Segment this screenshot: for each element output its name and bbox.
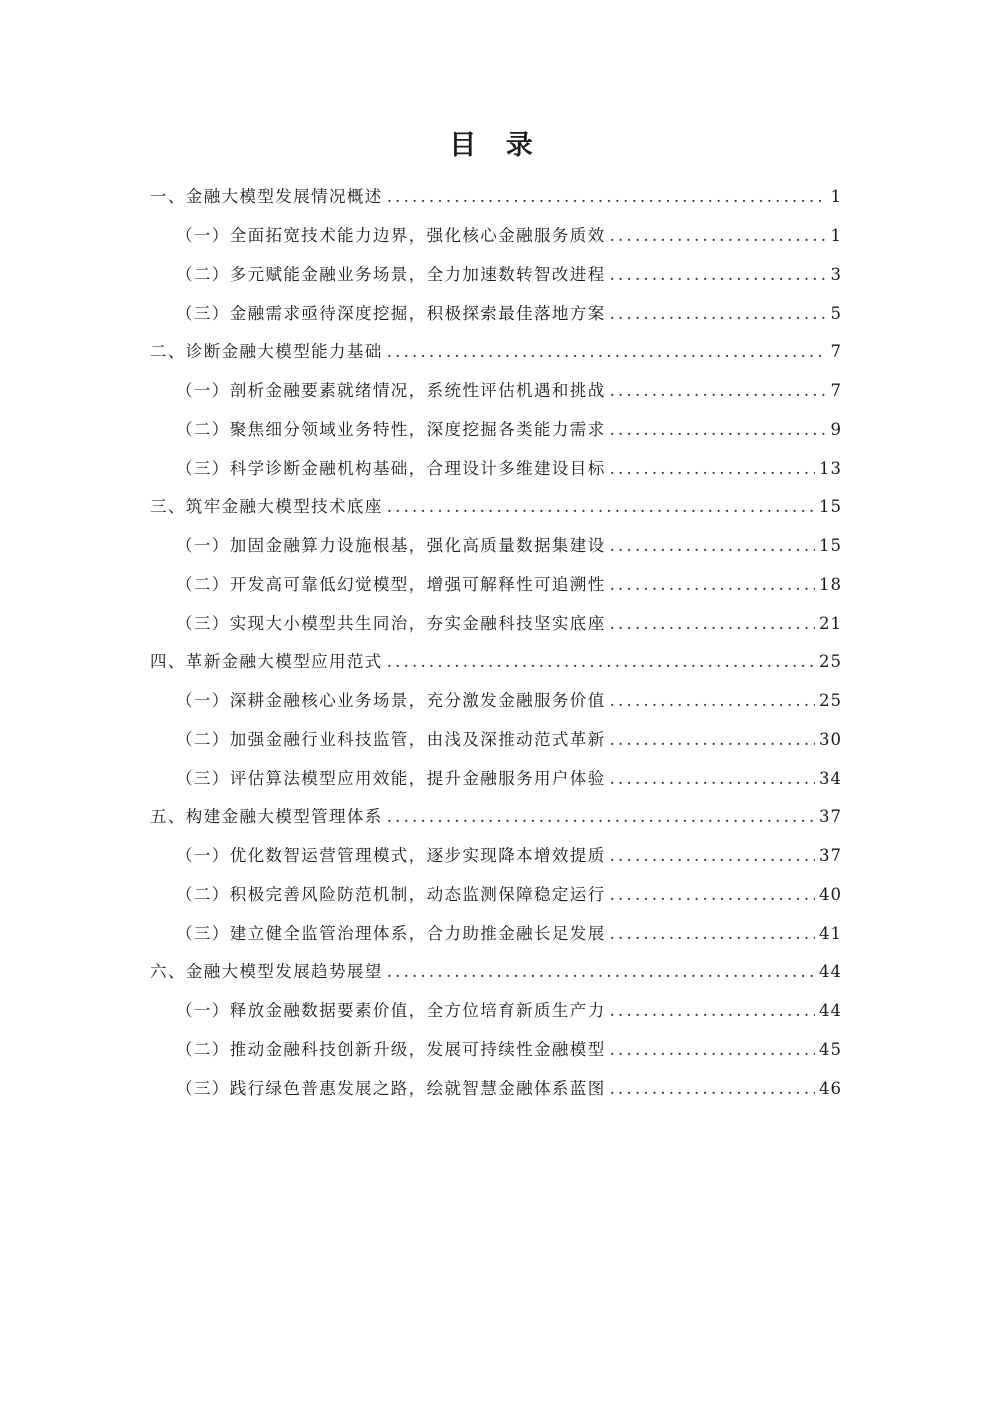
toc-entry-label: （二）多元赋能金融业务场景，全力加速数转智改进程 [176,265,606,284]
toc-page-number: 18 [819,575,842,594]
toc-entry-label: （二）加强金融行业科技监管，由浅及深推动范式革新 [176,730,606,749]
toc-chapter-entry[interactable] [150,641,842,674]
dot-leader [610,534,815,558]
toc-entry-label: 一、金融大模型发展情况概述 [150,187,383,206]
toc-chapter-entry[interactable] [150,796,842,829]
toc-page-number: 34 [819,769,842,788]
toc-subsection-entry[interactable] [150,558,842,597]
toc-entry-label: （三）评估算法模型应用效能，提升金融服务用户体验 [176,769,606,788]
toc-entry-label: （一）剖析金融要素就绪情况，系统性评估机遇和挑战 [176,381,606,400]
toc-subsection-entry[interactable] [150,597,842,636]
dot-leader [610,457,815,481]
toc-page-number: 25 [819,691,842,710]
toc-entry-label: （三）践行绿色普惠发展之路，绘就智慧金融体系蓝图 [176,1079,606,1098]
dot-leader [610,883,815,907]
toc-subsection-entry[interactable] [150,364,842,403]
toc-page-number: 7 [830,381,842,400]
toc-page-number: 44 [819,962,842,981]
toc-entry-label: 四、革新金融大模型应用范式 [150,652,383,671]
toc-page-number: 7 [830,342,842,361]
toc-section [150,796,842,946]
toc-page-number: 1 [830,226,842,245]
toc-entry-label: （三）金融需求亟待深度挖掘，积极探索最佳落地方案 [176,304,606,323]
toc-subsection-entry[interactable] [150,403,842,442]
toc-section [150,951,842,1101]
toc-page-number: 46 [819,1079,842,1098]
toc-entry-label: （三）实现大小模型共生同治，夯实金融科技坚实底座 [176,614,606,633]
toc-page-number: 40 [819,885,842,904]
toc-page-number: 37 [819,807,842,826]
dot-leader [610,302,827,326]
toc-page-number: 25 [819,652,842,671]
toc-subsection-entry[interactable] [150,752,842,791]
table-of-contents [150,176,842,1106]
toc-page-number: 3 [830,265,842,284]
dot-leader [387,185,827,209]
toc-page-number: 1 [830,187,842,206]
toc-page-number: 15 [819,497,842,516]
toc-entry-label: 五、构建金融大模型管理体系 [150,807,383,826]
toc-entry-label: （二）聚焦细分领域业务特性，深度挖掘各类能力需求 [176,420,606,439]
toc-entry-label: （一）释放金融数据要素价值，全方位培育新质生产力 [176,1001,606,1020]
toc-page-number: 9 [830,420,842,439]
toc-page-number: 21 [819,614,842,633]
toc-subsection-entry[interactable] [150,1023,842,1062]
toc-entry-label: （一）加固金融算力设施根基，强化高质量数据集建设 [176,536,606,555]
toc-entry-label: 六、金融大模型发展趋势展望 [150,962,383,981]
dot-leader [387,650,815,674]
toc-subsection-entry[interactable] [150,713,842,752]
toc-page-number: 30 [819,730,842,749]
toc-subsection-entry[interactable] [150,984,842,1023]
toc-subsection-entry[interactable] [150,442,842,481]
dot-leader [387,340,827,364]
toc-section [150,331,842,481]
toc-page-number: 15 [819,536,842,555]
toc-entry-label: （三）科学诊断金融机构基础，合理设计多维建设目标 [176,459,606,478]
dot-leader [610,263,827,287]
toc-entry-label: 二、诊断金融大模型能力基础 [150,342,383,361]
toc-entry-label: （三）建立健全监管治理体系，合力助推金融长足发展 [176,924,606,943]
dot-leader [610,612,815,636]
dot-leader [610,1077,815,1101]
toc-page-number: 41 [819,924,842,943]
toc-subsection-entry[interactable] [150,868,842,907]
toc-subsection-entry[interactable] [150,209,842,248]
toc-section [150,486,842,636]
toc-chapter-entry[interactable] [150,486,842,519]
dot-leader [610,379,827,403]
toc-page-number: 5 [830,304,842,323]
toc-subsection-entry[interactable] [150,674,842,713]
dot-leader [610,999,815,1023]
toc-entry-label: （二）推动金融科技创新升级，发展可持续性金融模型 [176,1040,606,1059]
toc-section [150,176,842,326]
toc-subsection-entry[interactable] [150,248,842,287]
toc-page-number: 37 [819,846,842,865]
dot-leader [610,418,827,442]
page-title: 目 录 [449,130,543,161]
toc-subsection-entry[interactable] [150,519,842,558]
dot-leader [610,224,827,248]
toc-subsection-entry[interactable] [150,1062,842,1101]
toc-section [150,641,842,791]
toc-chapter-entry[interactable] [150,176,842,209]
toc-entry-label: （二）积极完善风险防范机制，动态监测保障稳定运行 [176,885,606,904]
toc-entry-label: （一）优化数智运营管理模式，逐步实现降本增效提质 [176,846,606,865]
dot-leader [387,495,815,519]
toc-page-number: 44 [819,1001,842,1020]
toc-entry-label: （二）开发高可靠低幻觉模型，增强可解释性可追溯性 [176,575,606,594]
toc-chapter-entry[interactable] [150,951,842,984]
toc-entry-label: （一）全面拓宽技术能力边界，强化核心金融服务质效 [176,226,606,245]
dot-leader [610,1038,815,1062]
dot-leader [610,728,815,752]
toc-page-number: 45 [819,1040,842,1059]
dot-leader [610,689,815,713]
toc-subsection-entry[interactable] [150,907,842,946]
toc-page-number: 13 [819,459,842,478]
toc-entry-label: 三、筑牢金融大模型技术底座 [150,497,383,516]
toc-chapter-entry[interactable] [150,331,842,364]
dot-leader [387,805,815,829]
toc-entry-label: （一）深耕金融核心业务场景，充分激发金融服务价值 [176,691,606,710]
dot-leader [610,573,815,597]
dot-leader [610,922,815,946]
toc-subsection-entry[interactable] [150,287,842,326]
dot-leader [387,960,815,984]
dot-leader [610,767,815,791]
dot-leader [610,844,815,868]
toc-subsection-entry[interactable] [150,829,842,868]
